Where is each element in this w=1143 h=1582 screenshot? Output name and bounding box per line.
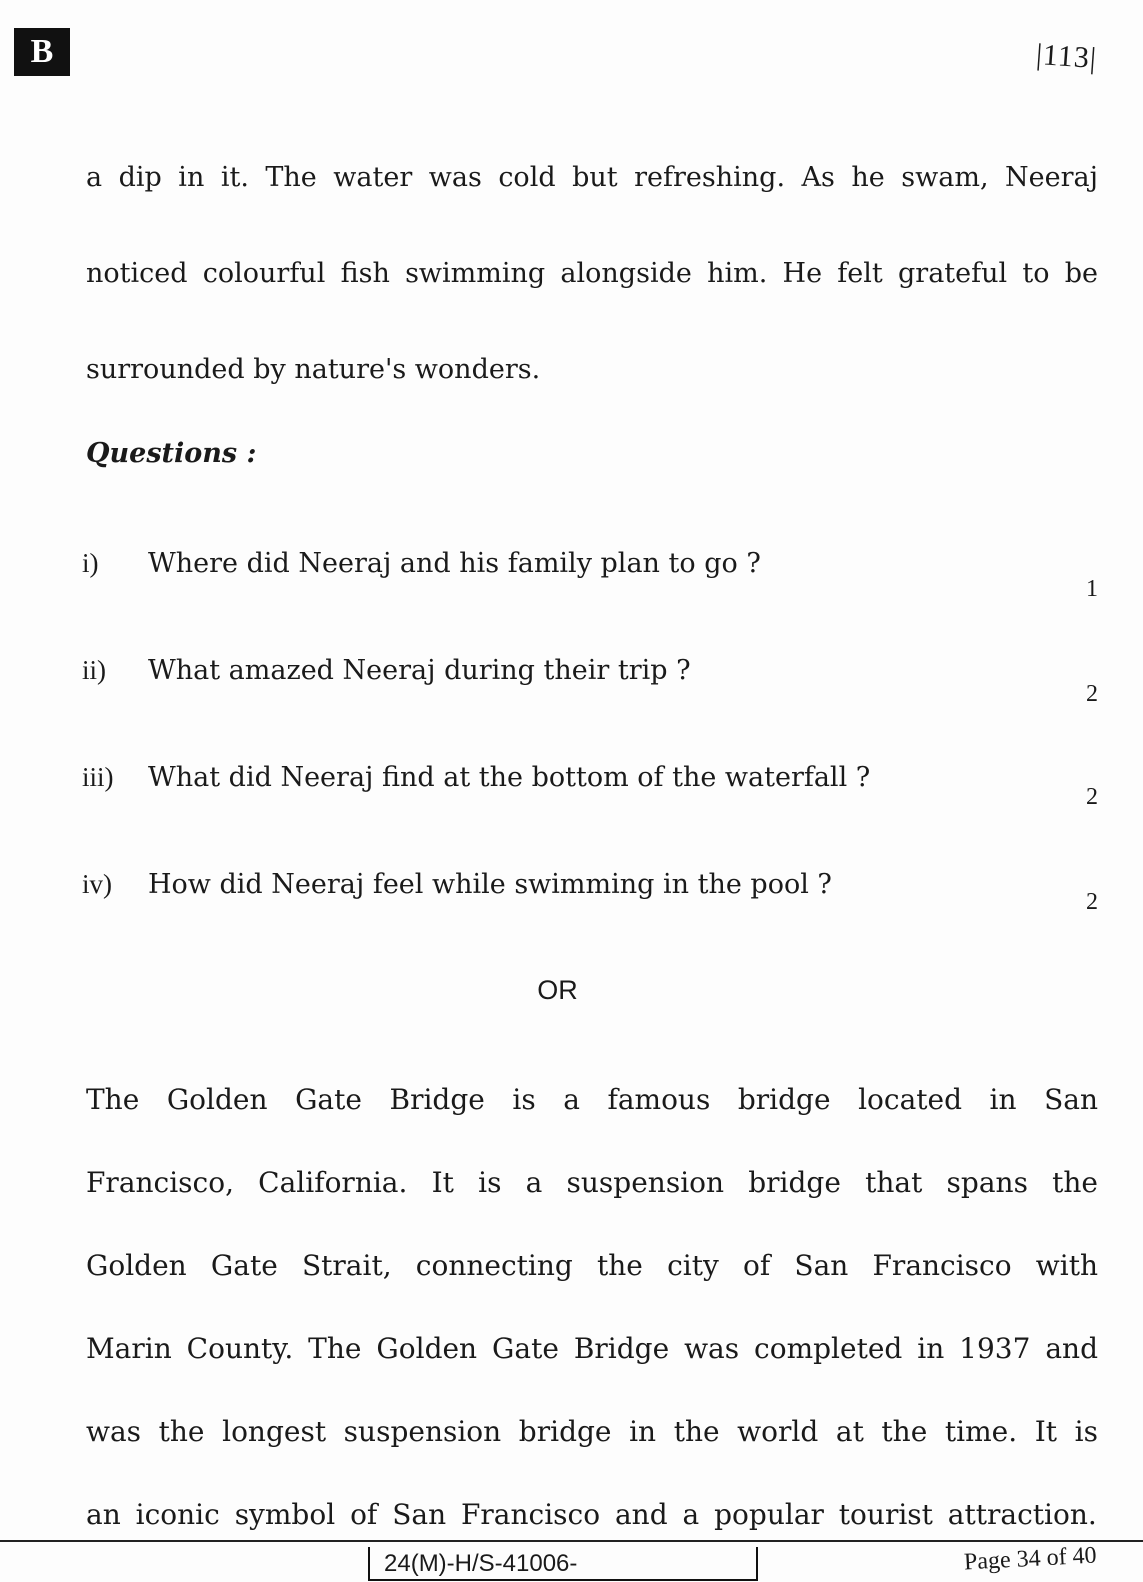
passage-continuation	[86, 130, 1098, 418]
question-number: iii)	[82, 762, 114, 792]
passage-paragraph: The Golden Gate Bridge is a famous bridge located in San Francisco, California. It is a suspension bridge that spans the Golden Gate Strait, connecting the city of San Francisco with Marin County. The Golden Gate Bridge was completed in 1937 and was the longest suspension bridge in the world at the time. It is an iconic symbol of San Francisco and a popular tourist attraction.	[86, 1083, 1098, 1531]
question-item	[82, 655, 1098, 707]
question-marks: 2	[1086, 681, 1098, 707]
questions-heading: Questions :	[86, 438, 257, 469]
question-text: What amazed Neeraj during their trip ?	[148, 655, 691, 686]
page-code: |113|	[1035, 37, 1099, 76]
question-number: iv)	[82, 869, 112, 899]
question-text: How did Neeraj feel while swimming in the pool ?	[148, 869, 832, 900]
paper-code: 24(M)-H/S-41006-	[368, 1547, 758, 1581]
question-number: ii)	[82, 655, 106, 685]
question-item	[82, 548, 1098, 602]
set-badge: B	[14, 28, 70, 76]
question-marks: 2	[1086, 784, 1098, 810]
question-marks: 1	[1086, 576, 1098, 602]
question-item	[82, 762, 1098, 810]
question-text: What did Neeraj find at the bottom of the waterfall ?	[148, 762, 871, 793]
question-marks: 2	[1086, 889, 1098, 915]
passage-alternate	[86, 1058, 1098, 1556]
footer-divider	[0, 1540, 1143, 1542]
passage-paragraph: a dip in it. The water was cold but refreshing. As he swam, Neeraj noticed colourful fish swimming alongside him. He felt grateful to be surrounded by nature's wonders.	[86, 162, 1098, 385]
question-item	[82, 869, 1098, 915]
page-number: Page 34 of 40	[963, 1542, 1098, 1576]
question-number: i)	[82, 548, 99, 578]
or-separator: OR	[537, 975, 578, 1005]
question-text: Where did Neeraj and his family plan to go ?	[148, 548, 761, 579]
